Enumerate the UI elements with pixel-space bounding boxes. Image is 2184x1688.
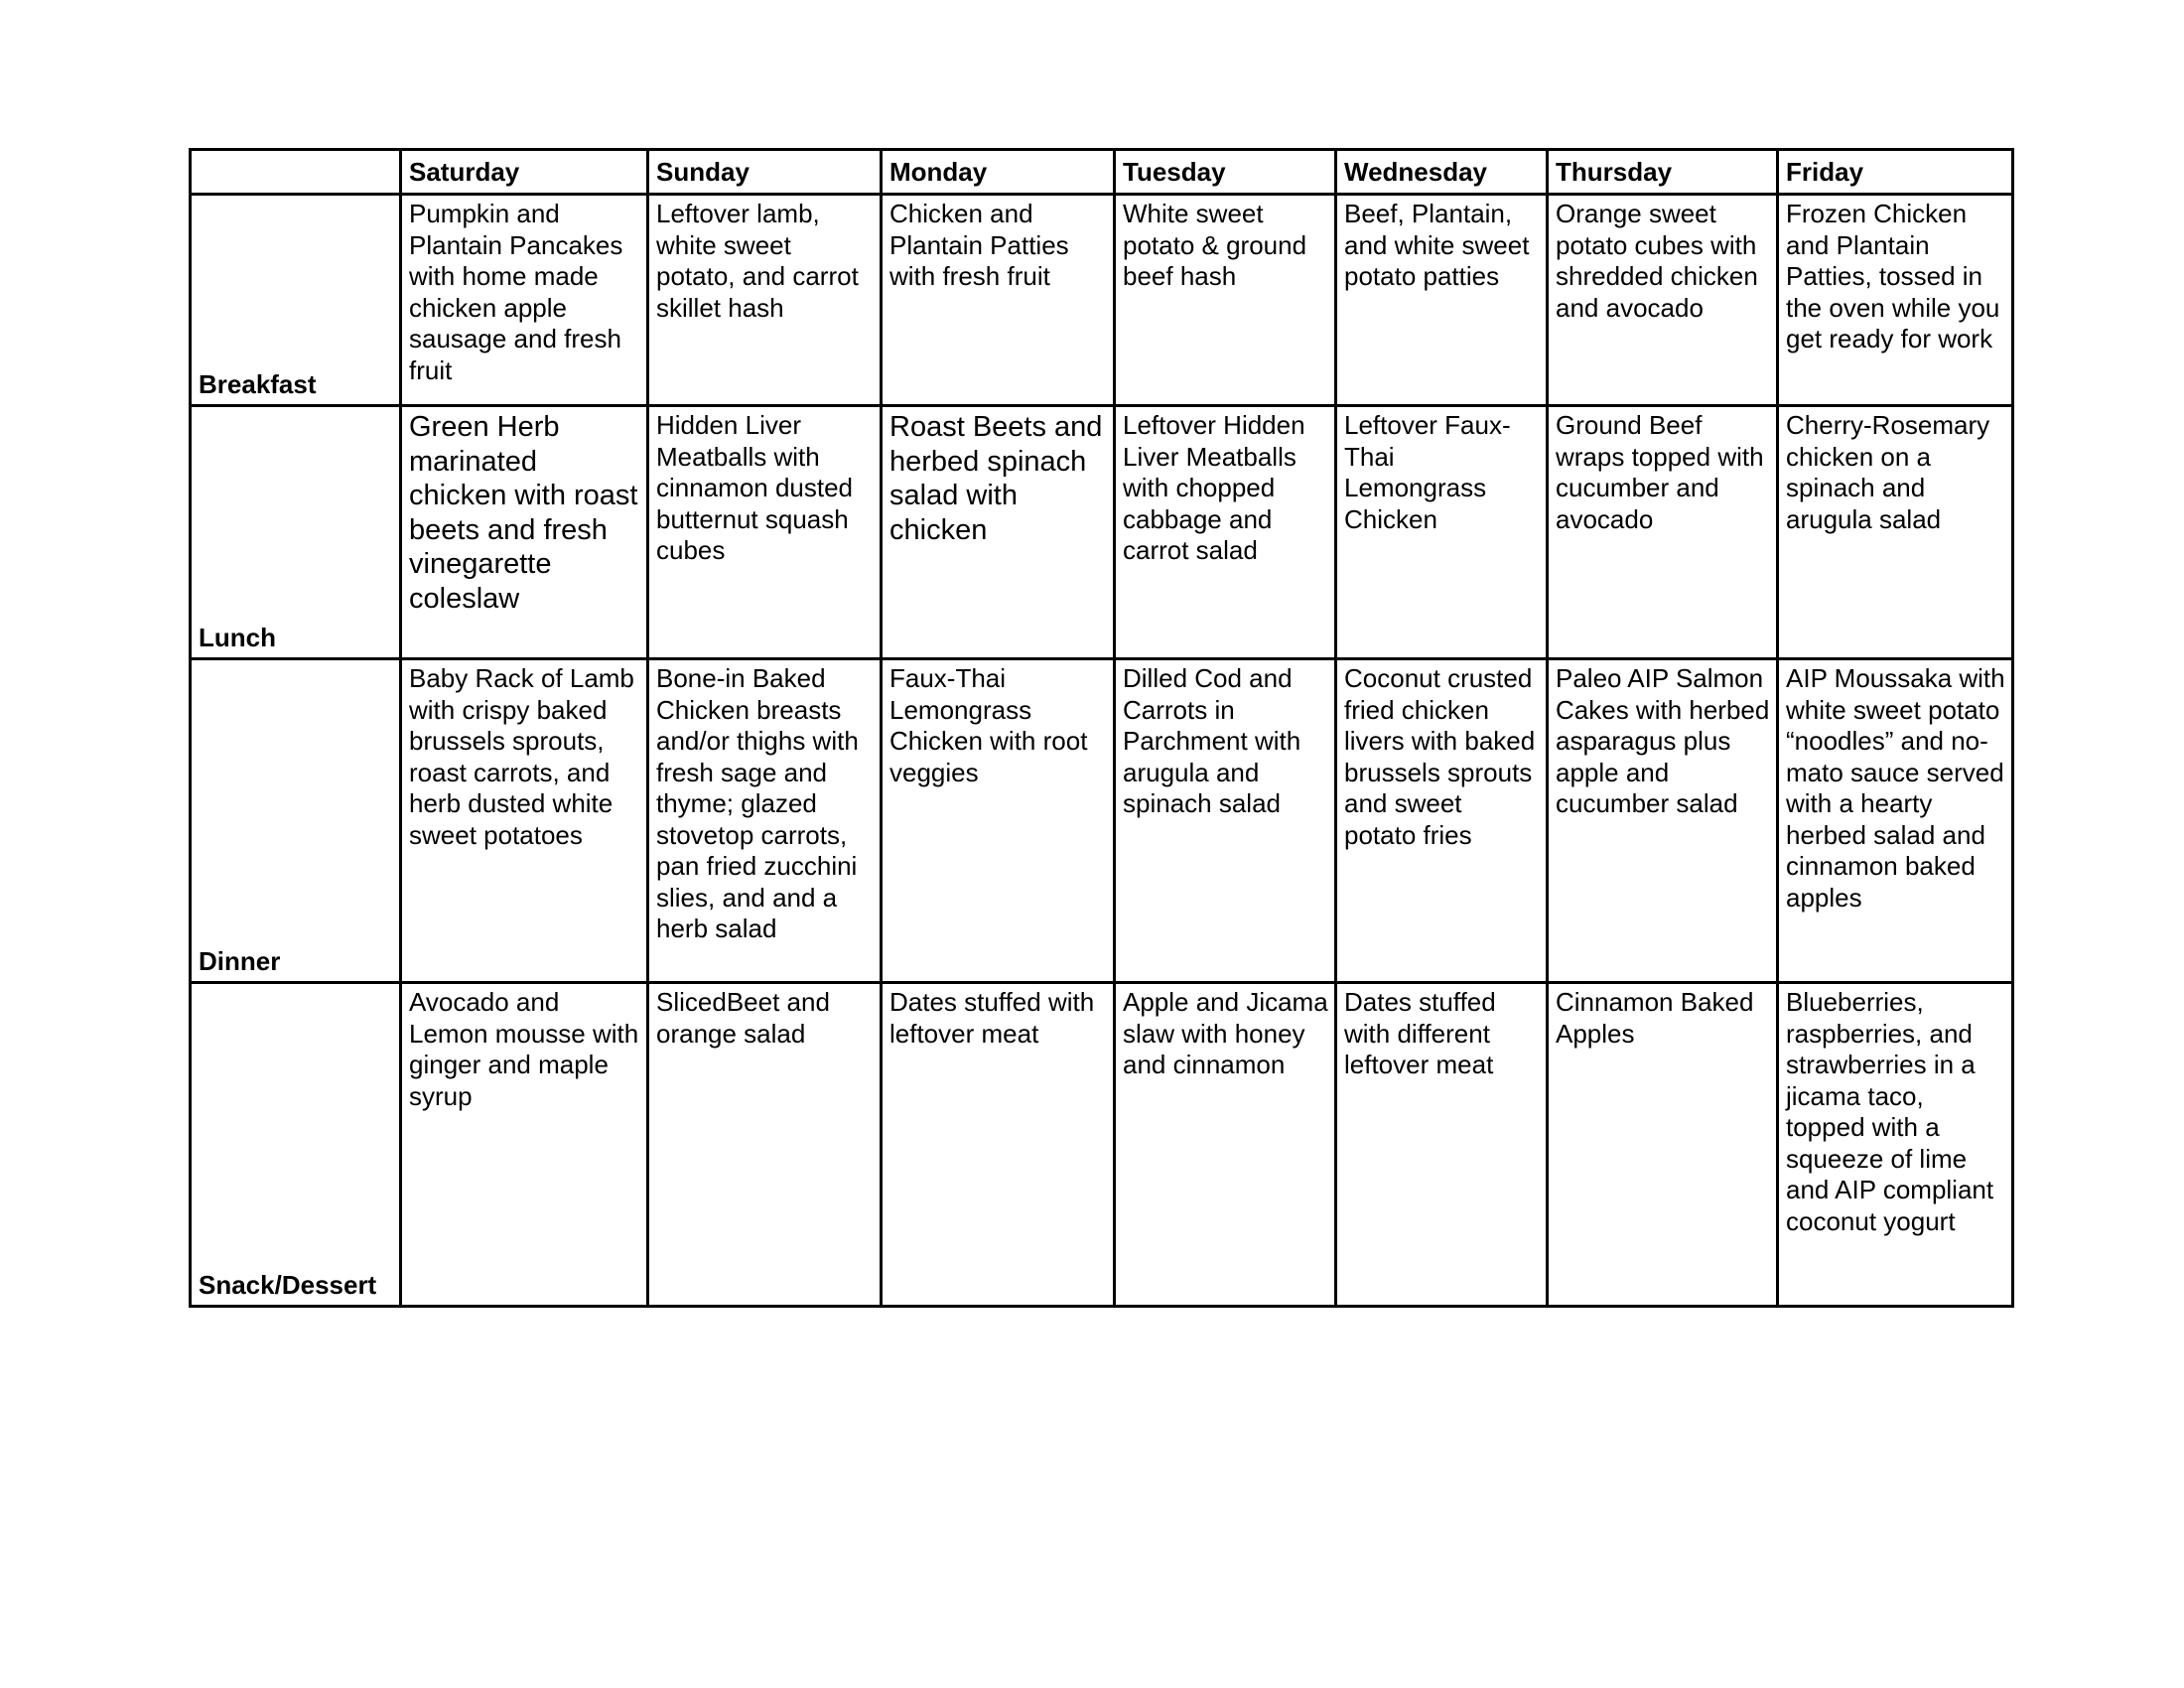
meal-cell-text: Cinnamon Baked Apples [1556,987,1754,1049]
meal-row-snack-dessert [191,983,2013,1307]
meal-cell [882,983,1115,1307]
meal-cell-text: White sweet potato & ground beef hash [1123,199,1307,291]
day-header-wednesday: Wednesday [1336,150,1548,195]
meal-cell-text: Baby Rack of Lamb with crispy baked brussels sprouts, roast carrots, and herb dusted white sweet potatoes [409,663,634,850]
meal-row-lunch [191,406,2013,659]
meal-cell-text: Orange sweet potato cubes with shredded chicken and avocado [1556,199,1758,323]
meal-cell-text: AIP Moussaka with white sweet potato “noodles” and no-mato sauce served with a hearty herbed salad and cinnamon baked apples [1786,663,2005,913]
meal-cell [882,195,1115,406]
meal-cell-text: Leftover Faux-Thai Lemongrass Chicken [1344,410,1511,534]
meal-cell [1115,659,1336,983]
meal-cell-text: Chicken and Plantain Patties with fresh fruit [889,199,1069,291]
meal-cell-text: Blueberries, raspberries, and strawberries in a jicama taco, topped with a squeeze of lime and AIP compliant coconut yogurt [1786,987,1994,1236]
meal-cell-text: Beef, Plantain, and white sweet potato patties [1344,199,1530,291]
meal-cell-text: Dates stuffed with leftover meat [889,987,1095,1049]
meal-cell [1778,659,2013,983]
meal-cell-text: Leftover lamb, white sweet potato, and carrot skillet hash [656,199,859,323]
meal-cell [1336,659,1548,983]
meal-cell-text: Frozen Chicken and Plantain Patties, tossed in the oven while you get ready for work [1786,199,2000,353]
meal-cell [1336,983,1548,1307]
meal-cell-text: Pumpkin and Plantain Pancakes with home made chicken apple sausage and fresh fruit [409,199,623,385]
meal-cell [1115,406,1336,659]
meal-cell [1778,406,2013,659]
meal-cell [1548,195,1778,406]
header-row [191,150,2013,195]
meal-cell-text: Apple and Jicama slaw with honey and cinnamon [1123,987,1328,1079]
meal-row-dinner [191,659,2013,983]
meal-cell-text: Faux-Thai Lemongrass Chicken with root veggies [889,663,1088,787]
meal-cell [648,195,882,406]
meal-cell-text: Leftover Hidden Liver Meatballs with chopped cabbage and carrot salad [1123,410,1305,565]
meal-cell [1548,659,1778,983]
meal-cell-text: Roast Beets and herbed spinach salad with chicken [889,411,1103,546]
meal-cell-text: Green Herb marinated chicken with roast beets and fresh vinegarette coleslaw [409,411,638,615]
meal-cell-text: Paleo AIP Salmon Cakes with herbed asparagus plus apple and cucumber salad [1556,663,1770,818]
meal-cell [648,983,882,1307]
meal-cell [1115,983,1336,1307]
meal-cell-text: Dates stuffed with different leftover meat [1344,987,1496,1079]
meal-cell-text: Avocado and Lemon mousse with ginger and maple syrup [409,987,639,1111]
meal-cell-text: Ground Beef wraps topped with cucumber and avocado [1556,410,1764,534]
meal-label-snack-dessert: Snack/Dessert [191,983,401,1307]
meal-cell [1115,195,1336,406]
meal-cell-text: Cherry-Rosemary chicken on a spinach and arugula salad [1786,410,1990,534]
day-header-monday: Monday [882,150,1115,195]
meal-row-breakfast [191,195,2013,406]
meal-cell [1548,406,1778,659]
meal-cell [401,406,648,659]
meal-label-dinner: Dinner [191,659,401,983]
meal-cell [401,983,648,1307]
meal-cell [401,195,648,406]
meal-cell-text: SlicedBeet and orange salad [656,987,830,1049]
day-header-thursday: Thursday [1548,150,1778,195]
meal-label-lunch: Lunch [191,406,401,659]
meal-cell [1336,406,1548,659]
meal-cell-text: Coconut crusted fried chicken livers with baked brussels sprouts and sweet potato fries [1344,663,1536,850]
meal-cell [648,406,882,659]
meal-cell-text: Hidden Liver Meatballs with cinnamon dusted butternut squash cubes [656,410,854,565]
corner-cell [191,150,401,195]
meal-cell-text: Dilled Cod and Carrots in Parchment with arugula and spinach salad [1123,663,1301,818]
meal-label-breakfast: Breakfast [191,195,401,406]
meal-cell [1336,195,1548,406]
meal-plan-table [189,148,2014,1308]
meal-cell [1548,983,1778,1307]
day-header-saturday: Saturday [401,150,648,195]
day-header-sunday: Sunday [648,150,882,195]
meal-cell [882,406,1115,659]
day-header-tuesday: Tuesday [1115,150,1336,195]
day-header-friday: Friday [1778,150,2013,195]
meal-cell [648,659,882,983]
meal-cell [1778,195,2013,406]
meal-cell [401,659,648,983]
meal-cell [1778,983,2013,1307]
meal-cell-text: Bone-in Baked Chicken breasts and/or thighs with fresh sage and thyme; glazed stovetop carrots, pan fried zucchini slies, and and a herb salad [656,663,859,943]
meal-cell [882,659,1115,983]
